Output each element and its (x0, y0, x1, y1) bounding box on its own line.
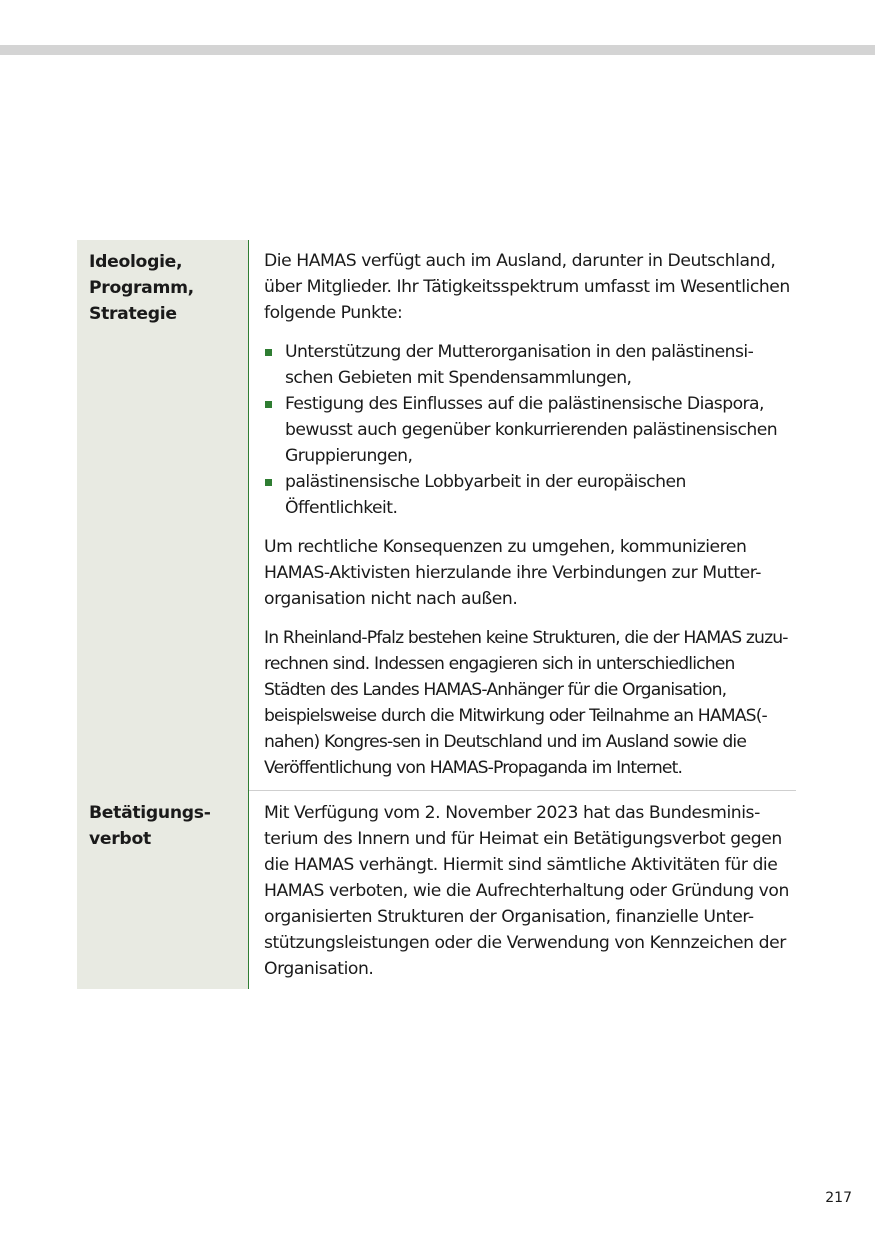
row-content-ban (249, 791, 796, 989)
info-table (77, 240, 796, 989)
square-bullet-icon (265, 401, 272, 408)
intro-paragraph: Die HAMAS verfügt auch im Ausland, darunter in Deutschland, über Mitglieder. Ihr Tätigkeitsspektrum umfasst im Wesentlichen folgende Punkte: (264, 251, 790, 323)
list-item-text: palästinensische Lobbyarbeit in der europäischen Öffentlichkeit. (285, 472, 686, 518)
row-label-ideology: Ideologie, Programm, Strategie (77, 240, 249, 791)
list-item (264, 469, 796, 521)
square-bullet-icon (265, 479, 272, 486)
page-number: 217 (825, 1190, 852, 1206)
list-item-text: Unterstützung der Mutterorganisation in den palästinensi-schen Gebieten mit Spendensammlungen, (285, 342, 754, 388)
rhineland-palatinate-paragraph: In Rheinland-Pfalz bestehen keine Strukturen, die der HAMAS zuzu-rechnen sind. Indessen engagieren sich in unterschiedlichen Städten des Landes HAMAS-Anhänger für die Organisation, beispielsweise durch die Mitwirkung oder Teilnahme an HAMAS(-nahen) Kongres-sen in Deutschland und im Ausland sowie die Veröffentlichung von HAMAS-Propaganda im Internet. (264, 628, 788, 778)
table-row-ban (77, 791, 796, 989)
top-divider-bar (0, 45, 875, 55)
row-label-ban: Betätigungs- verbot (77, 791, 249, 989)
square-bullet-icon (265, 349, 272, 356)
table-row-ideology (77, 240, 796, 791)
ban-paragraph: Mit Verfügung vom 2. November 2023 hat das Bundesminis-terium des Innern und für Heimat ein Betätigungsverbot gegen die HAMAS verhängt. Hiermit sind sämtliche Aktivitäten für die HAMAS verboten, wie die Aufrechterhaltung oder Gründung von organisierten Strukturen der Organisation, finanzielle Unter-stützungsleistungen oder die Verwendung von Kennzeichen der Organisation. (264, 803, 789, 979)
consequences-paragraph: Um rechtliche Konsequenzen zu umgehen, kommunizieren HAMAS-Aktivisten hierzulande ihre Verbindungen zur Mutter-organisation nicht nach außen. (264, 537, 762, 609)
list-item (264, 339, 796, 391)
activity-list (264, 339, 796, 521)
row-content-ideology (249, 240, 796, 791)
list-item-text: Festigung des Einflusses auf die palästinensische Diaspora, bewusst auch gegenüber konkurrierenden palästinensischen Gruppierungen, (285, 394, 778, 466)
list-item (264, 391, 796, 469)
